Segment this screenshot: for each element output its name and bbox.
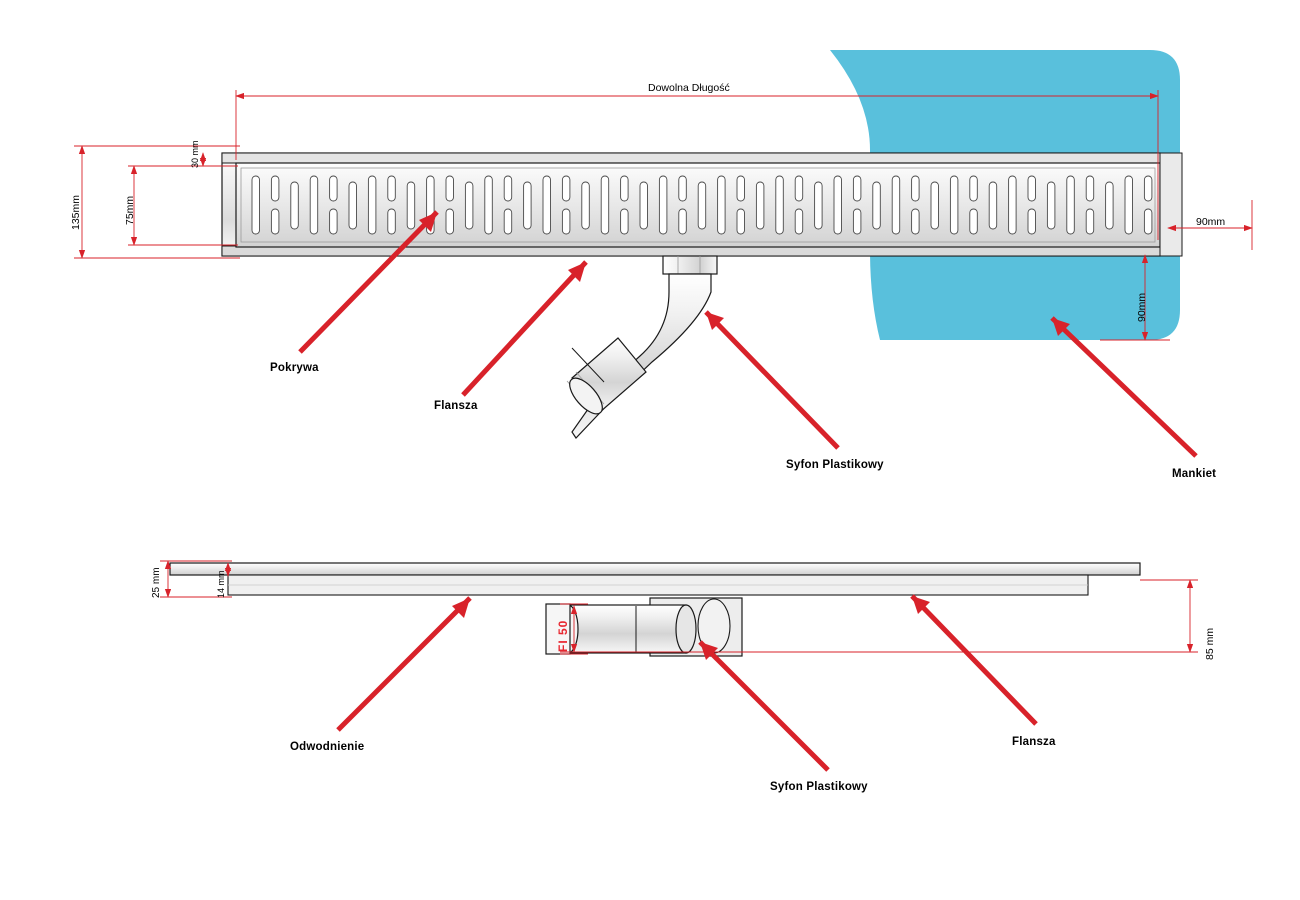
callout-syfon-plastikowy: Syfon Plastikowy [786,459,884,471]
callout-pokrywa: Pokrywa [270,362,319,374]
callout-odwodnienie: Odwodnienie [290,741,365,753]
dimension-85mm-label: 85 mm [1204,627,1216,660]
dimension-25mm-label: 25 mm [151,567,162,598]
dimension-length-label: Dowolna Długość [648,82,730,94]
callout-mankiet: Mankiet [1172,468,1217,480]
callout-syfon-plastikowy-2: Syfon Plastikowy [770,781,868,793]
dimension-90mm-height-label: 90mm [1136,292,1148,322]
dimension-30mm-label: 30 mm [190,140,200,168]
side-view-body [170,563,1140,656]
dimension-90mm-width-label: 90mm [1196,216,1226,228]
dimension-14mm-label: 14 mm [216,570,226,598]
siphon-top [564,256,717,438]
flange-right-extension [1160,153,1182,256]
dimension-135mm-label: 135mm [70,194,82,230]
callout-flansza-2: Flansza [1012,736,1056,748]
pipe-marking-fi50: FI 50 [556,619,570,652]
dimension-75mm-label: 75mm [124,195,136,225]
callout-flansza: Flansza [434,400,478,412]
